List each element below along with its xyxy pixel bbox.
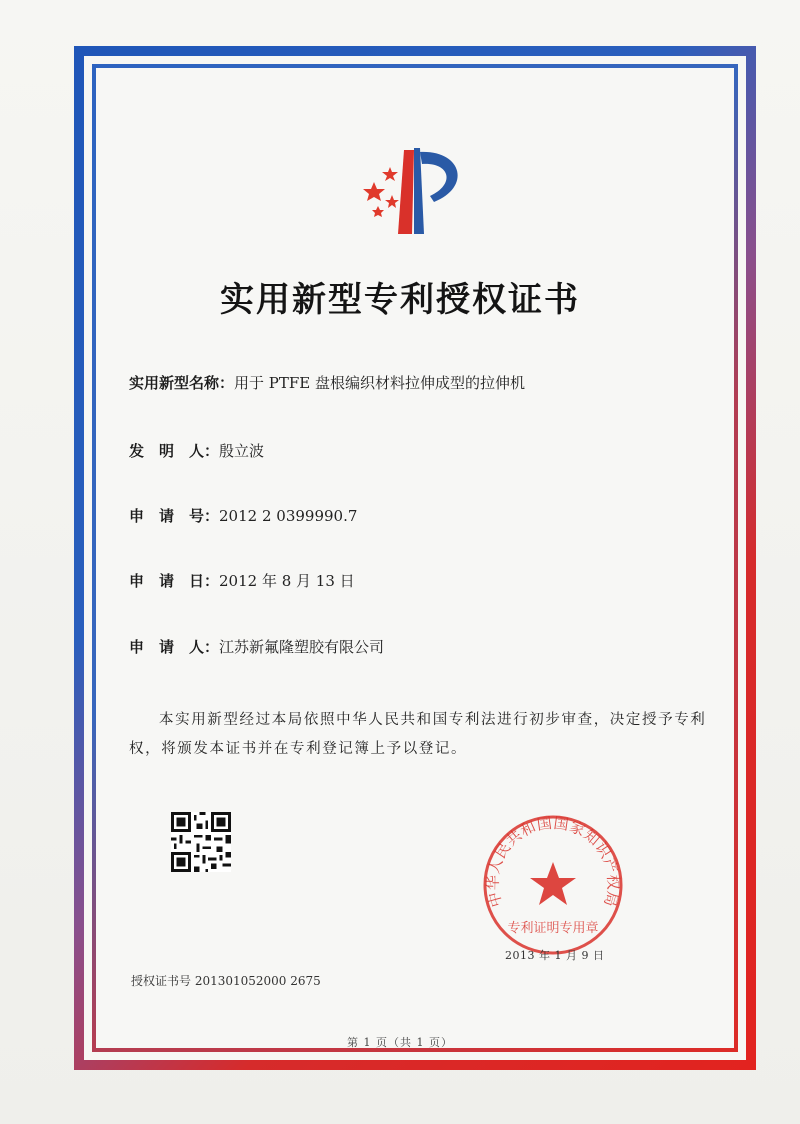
official-seal-icon (478, 810, 628, 960)
field-value: 2012 2 0399990.7 (219, 507, 358, 525)
seal-date: 2013 年 1 月 9 日 (505, 949, 605, 962)
certificate-title: 实用新型专利授权证书 (220, 280, 580, 320)
field-application-date (129, 570, 355, 591)
qr-code-icon (171, 812, 231, 872)
field-value: 殷立波 (219, 442, 265, 460)
seal-text: 中华人民共和国国家知识产权局 (483, 813, 623, 909)
certificate-body-text: 本实用新型经过本局依照中华人民共和国专利法进行初步审查，决定授予专利权，将颁发本证书并在专利登记簿上予以登记。 (129, 712, 707, 757)
page-number: 第 1 页（共 1 页） (347, 1036, 453, 1049)
cnipa-logo-icon (352, 142, 477, 237)
field-label: 申 请 号： (129, 507, 220, 525)
field-utility-model-name (129, 372, 525, 393)
field-value: 2012 年 8 月 13 日 (219, 572, 355, 590)
field-value: 江苏新氟隆塑胶有限公司 (219, 638, 385, 656)
field-value: 用于 PTFE 盘根编织材料拉伸成型的拉伸机 (234, 374, 526, 392)
certificate-number: 授权证书号 201301052000 2675 (131, 974, 321, 988)
field-inventor (129, 440, 264, 461)
field-application-number (129, 505, 357, 526)
field-applicant (129, 636, 384, 657)
field-label: 发 明 人： (129, 442, 220, 460)
field-label: 申 请 日： (129, 572, 220, 590)
field-label: 实用新型名称： (129, 374, 235, 392)
seal-subtext: 专利证明专用章 (507, 921, 599, 936)
field-label: 申 请 人： (129, 638, 220, 656)
